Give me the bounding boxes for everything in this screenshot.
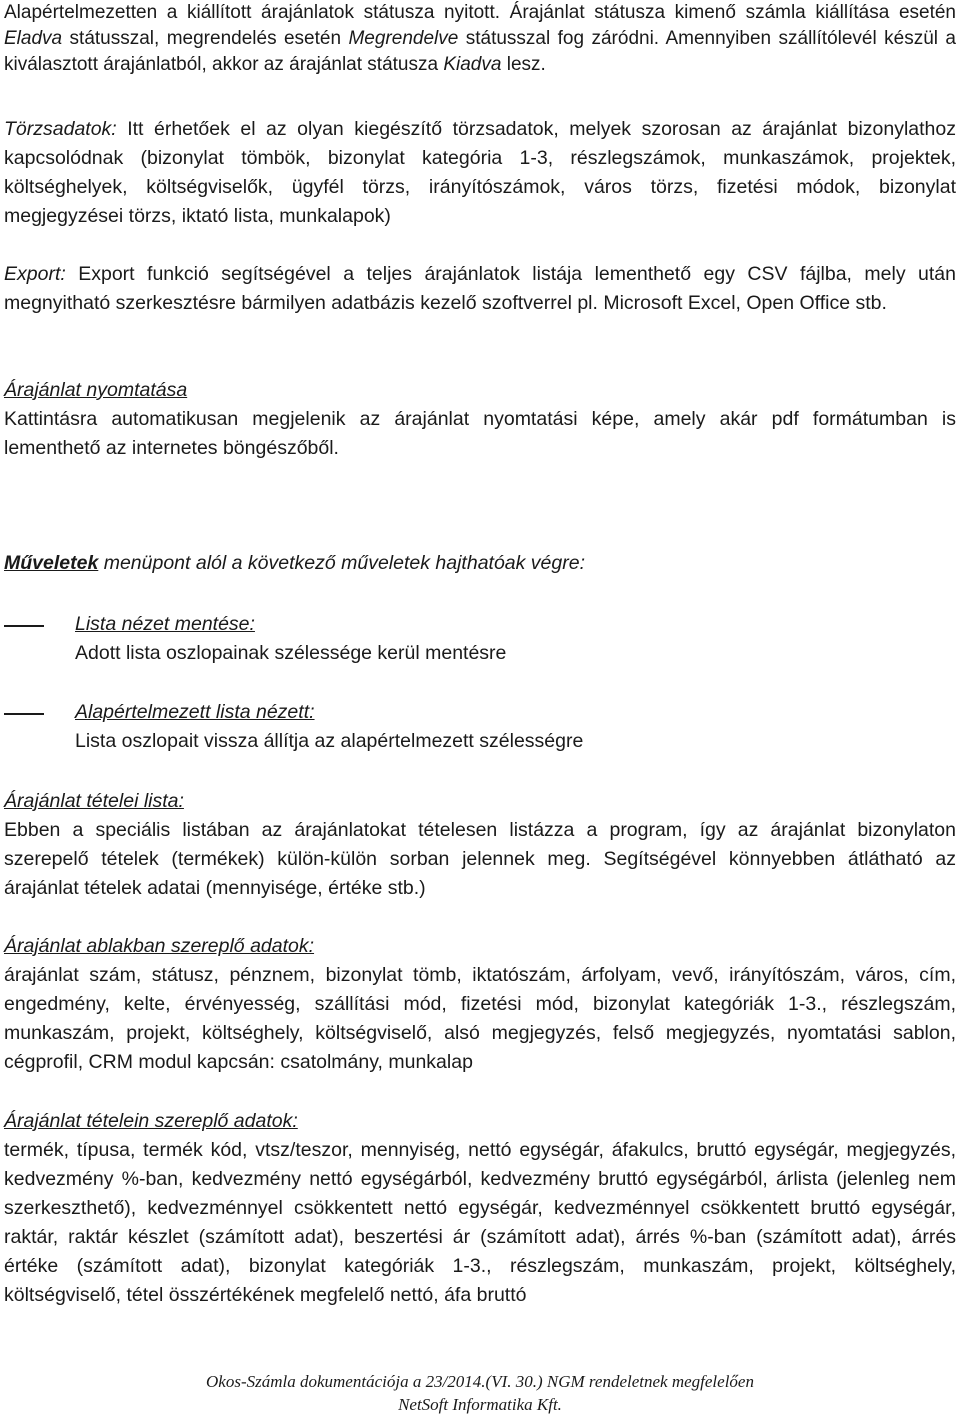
ablak-adatok-heading: Árajánlat ablakban szereplő adatok: — [4, 935, 315, 957]
muveletek-rest: menüpont alól a következő műveletek hajthatóak végre: — [98, 552, 586, 574]
tetel-adatok-section — [4, 1107, 956, 1310]
intro-paragraph — [4, 0, 956, 78]
nyomtatas-section — [4, 376, 956, 463]
muveletek-bold-label: Műveletek — [4, 552, 99, 574]
list-dash-2 — [4, 713, 44, 715]
tetel-adatok-heading: Árajánlat tételein szereplő adatok: — [4, 1110, 298, 1132]
tetel-adatok-text: termék, típusa, termék kód, vtsz/teszor, mennyiség, nettó egységár, áfakulcs, bruttó egységár, megjegyzés, kedvezmény %-ban, kedvezmény nettó egységárból, kedvezmény bruttó egységárból, árlista (jelenleg nem szerkeszthető), kedvezménnyel csökkentett nettó egységár, kedvezménnyel csökkentett bruttó egységár, raktár, raktár készlet (számított adat), beszertési ár (számított adat), árrés %-ban (számított adat), árrés értéke (számított adat), bizonylat kategóriák 1-3., részlegszám, munkaszám, projekt, költséghely, költségviselő, tétel összértékének megfelelő nettó, áfa bruttó — [4, 1139, 956, 1306]
list-dash-1 — [4, 625, 44, 627]
list-item-1 — [75, 610, 506, 668]
nyomtatas-heading: Árajánlat nyomtatása — [4, 379, 188, 401]
intro-text-3: státusszal fog záródni. Amennyiben szállítólevél készül a kiválasztott árajánlatból, akkor az árajánlat státusza — [4, 28, 956, 75]
export-paragraph — [4, 260, 956, 318]
footer-line-2: NetSoft Informatika Kft. — [398, 1395, 562, 1414]
status-kiadva: Kiadva — [443, 54, 502, 75]
tetelei-lista-heading: Árajánlat tételei lista: — [4, 790, 184, 812]
list-item-1-title: Lista nézet mentése: — [75, 613, 255, 635]
tetelei-lista-section — [4, 787, 956, 903]
intro-text-2: státusszal, megrendelés esetén — [62, 28, 349, 49]
list-item-2-desc: Lista oszlopait vissza állítja az alapértelmezett szélességre — [75, 730, 584, 752]
list-item-2 — [75, 698, 583, 756]
intro-text-1: Alapértelmezetten a kiállított árajánlatok státusza nyitott. Árajánlat státusza kimenő számla kiállítása esetén — [4, 2, 956, 23]
status-eladva: Eladva — [4, 28, 63, 49]
footer-line-1: Okos-Számla dokumentációja a 23/2014.(VI. 30.) NGM rendeletnek megfelelően — [206, 1372, 754, 1391]
muveletek-heading — [4, 549, 956, 578]
torzsadatok-text: Itt érhetőek el az olyan kiegészítő törzsadatok, melyek szorosan az árajánlat bizonylathoz kapcsolódnak (bizonylat tömbök, bizonylat kategória 1-3, részlegszámok, munkaszámok, projektek, költséghelyek, költségviselők, ügyfél törzs, irányítószámok, város törzs, fizetési módok, bizonylat megjegyzései törzs, iktató lista, munkalapok) — [4, 118, 956, 227]
export-label: Export: — [4, 263, 66, 285]
intro-text-4: lesz. — [501, 54, 546, 75]
status-megrendelve: Megrendelve — [348, 28, 459, 49]
torzsadatok-paragraph — [4, 115, 956, 231]
ablak-adatok-section — [4, 932, 956, 1077]
nyomtatas-text: Kattintásra automatikusan megjelenik az árajánlat nyomtatási képe, amely akár pdf formátumban is lementhető az internetes böngészőből. — [4, 408, 956, 459]
list-item-1-desc: Adott lista oszlopainak szélessége kerül mentésre — [75, 642, 507, 664]
torzsadatok-label: Törzsadatok: — [4, 118, 117, 140]
list-item-2-title: Alapértelmezett lista nézett: — [75, 701, 315, 723]
ablak-adatok-text: árajánlat szám, státusz, pénznem, bizonylat tömb, iktatószám, árfolyam, vevő, irányítószám, város, cím, engedmény, kelte, érvényesség, szállítási mód, fizetési mód, bizonylat kategóriák 1-3., részlegszám, munkaszám, projekt, költséghely, költségviselő, alsó megjegyzés, felső megjegyzés, nyomtatási sablon, cégprofil, CRM modul kapcsán: csatolmány, munkalap — [4, 964, 956, 1073]
tetelei-lista-text: Ebben a speciális listában az árajánlatokat tételesen listázza a program, így az árajánlat bizonylaton szerepelő tételek (termékek) külön-külön sorban jelennek meg. Segítségével könnyebben átlátható az árajánlat tételek adatai (mennyisége, értéke stb.) — [4, 819, 956, 899]
export-text: Export funkció segítségével a teljes árajánlatok listája lementhető egy CSV fájlba, mely után megnyitható szerkesztésre bármilyen adatbázis kezelő szoftverrel pl. Microsoft Excel, Open Office stb. — [4, 263, 956, 314]
